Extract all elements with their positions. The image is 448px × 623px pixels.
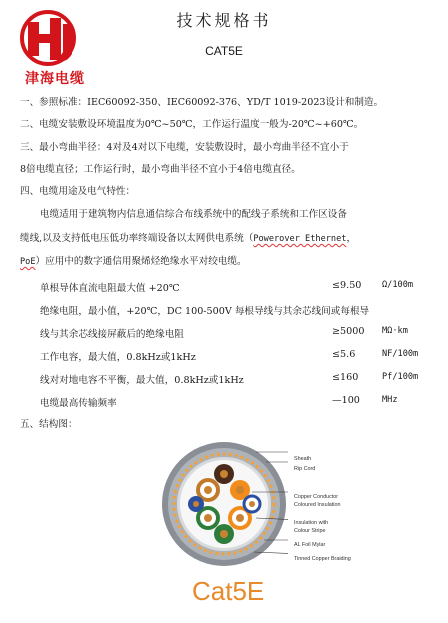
section-bend-radius-cont: 8倍电缆直径；工作运行时，最小弯曲半径不宜小于4倍电缆直径。 xyxy=(20,164,301,175)
spec-label: 线与其余芯线接屏蔽后的绝缘电阻 xyxy=(40,329,184,340)
cable-cross-section xyxy=(160,440,288,568)
usage-text: 缆线,以及支持低电压低功率终端设备以太网供电系统（ xyxy=(20,233,254,244)
cable-diagram-icon xyxy=(160,440,288,568)
callout-al-foil: AL Foil Mylar xyxy=(294,542,326,548)
spec-unit: Pf/100m xyxy=(382,372,419,382)
poe-english-term: Powerover Ethernet xyxy=(253,234,347,244)
usage-text-end: ）应用中的数字通信用聚烯烃绝缘水平对绞电缆。 xyxy=(35,256,247,267)
callout-rip-cord: Rip Cord xyxy=(294,466,316,472)
usage-text-comma: ， xyxy=(346,233,357,244)
spec-label: 绝缘电阻，最小值，+20℃，DC 100-500V 每根导线与其余芯线间或每根导 xyxy=(40,306,370,317)
poe-abbr: PoE xyxy=(20,257,36,267)
callout-sheath: Sheath xyxy=(294,456,312,462)
document-subtitle: CAT5E xyxy=(205,44,243,58)
usage-paragraph-line2 xyxy=(20,232,356,246)
cable-type-label: Cat5E xyxy=(192,576,265,606)
spec-unit: MΩ·km xyxy=(382,326,408,336)
section-temperature: 二、电缆安装敷设环境温度为0℃~50℃，工作运行温度一般为-20℃~+60℃。 xyxy=(20,119,364,130)
callout-copper-conductor: Copper Conductor xyxy=(294,494,339,500)
document-title: 技术规格书 xyxy=(176,11,272,30)
usage-paragraph-line1: 电缆适用于建筑物内信息通信综合布线系统中的配线子系统和工作区设备 xyxy=(40,209,347,220)
spec-unit: Ω/100m xyxy=(382,280,414,290)
callout-insulation-with: Insulation with xyxy=(294,520,329,526)
spec-value: ≤5.6 xyxy=(332,349,356,360)
section-usage-heading: 四、电缆用途及电气特性： xyxy=(20,186,136,197)
spec-value: ≥5000 xyxy=(332,326,365,337)
section-bend-radius: 三、最小弯曲半径：4对及4对以下电缆，安装敷设时，最小弯曲半径不宜小于 xyxy=(20,142,349,153)
spec-value: ≤9.50 xyxy=(332,280,362,291)
callout-colour-stripe: Colour Stripe xyxy=(294,528,326,534)
usage-paragraph-line3 xyxy=(20,255,247,269)
spec-label: 电缆最高传输频率 xyxy=(40,398,117,409)
spec-label: 线对对地电容不平衡，最大值，0.8kHz或1kHz xyxy=(40,375,244,386)
callout-tinned-copper: Tinned Copper Braiding xyxy=(294,556,351,562)
spec-value: —100 xyxy=(332,395,360,406)
spec-unit: MHz xyxy=(382,395,398,405)
logo-text: 津海电缆 xyxy=(25,71,85,87)
spec-value: ≤160 xyxy=(332,372,359,383)
spec-label: 单根导体直流电阻最大值 +20℃ xyxy=(40,283,180,294)
section-standards: 一、参照标准：IEC60092-350、IEC60092-376、YD/T 1019-2023设计和制造。 xyxy=(20,97,384,108)
spec-label: 工作电容，最大值，0.8kHz或1kHz xyxy=(40,352,196,363)
section-structure-heading: 五、结构图： xyxy=(20,419,78,430)
spec-unit: NF/100m xyxy=(382,349,419,359)
callout-coloured-insulation: Coloured Insulation xyxy=(294,502,341,508)
